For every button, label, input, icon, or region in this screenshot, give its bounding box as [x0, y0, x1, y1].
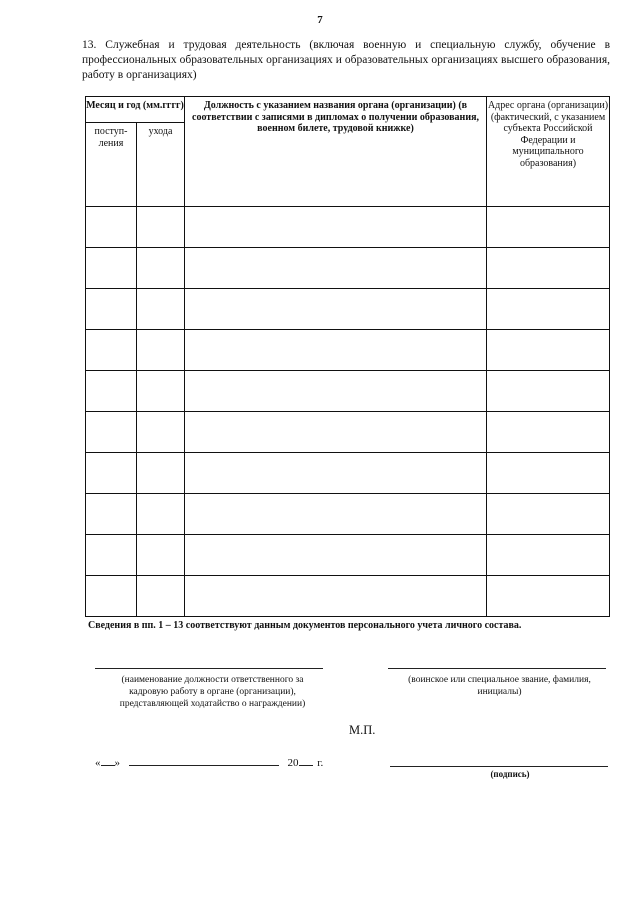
- table-row: [86, 535, 610, 576]
- exit-cell[interactable]: [137, 412, 185, 453]
- position-cell[interactable]: [185, 412, 487, 453]
- table-row: [86, 453, 610, 494]
- rank-signature-line: [388, 668, 606, 669]
- address-cell[interactable]: [487, 207, 610, 248]
- address-cell[interactable]: [487, 494, 610, 535]
- signature-caption: (подпись): [490, 769, 530, 779]
- position-cell[interactable]: [185, 371, 487, 412]
- exit-cell[interactable]: [137, 535, 185, 576]
- entry-cell[interactable]: [86, 453, 137, 494]
- entry-cell[interactable]: [86, 412, 137, 453]
- entry-cell[interactable]: [86, 289, 137, 330]
- signature-line: [390, 766, 608, 767]
- position-cell[interactable]: [185, 494, 487, 535]
- exit-cell[interactable]: [137, 371, 185, 412]
- exit-cell[interactable]: [137, 248, 185, 289]
- day-blank[interactable]: [101, 755, 115, 766]
- entry-cell[interactable]: [86, 371, 137, 412]
- table-row: [86, 330, 610, 371]
- column-header-position: Должность с указанием названия органа (организации) (в соответствии с записями в дипломах о получении образования, военном билете, трудовой книжке): [185, 97, 487, 207]
- date-close-quote: »: [114, 757, 120, 769]
- date-open-quote: «: [95, 757, 101, 769]
- rank-caption: (воинское или специальное звание, фамилия, инициалы): [408, 675, 591, 697]
- page-number: 7: [317, 14, 323, 26]
- entry-cell[interactable]: [86, 494, 137, 535]
- date-line: [95, 755, 323, 769]
- address-cell[interactable]: [487, 330, 610, 371]
- entry-cell[interactable]: [86, 207, 137, 248]
- work-history-table: [85, 96, 610, 617]
- year-prefix: 20: [287, 757, 299, 769]
- exit-cell[interactable]: [137, 207, 185, 248]
- table-row: [86, 494, 610, 535]
- column-header-month-year: Месяц и год (мм.гггг): [86, 97, 185, 123]
- month-blank[interactable]: [129, 755, 279, 766]
- exit-cell[interactable]: [137, 289, 185, 330]
- address-cell[interactable]: [487, 412, 610, 453]
- entry-cell[interactable]: [86, 576, 137, 617]
- column-header-entry: поступ-ления: [86, 123, 137, 207]
- address-cell[interactable]: [487, 248, 610, 289]
- exit-cell[interactable]: [137, 576, 185, 617]
- position-cell[interactable]: [185, 248, 487, 289]
- table-row: [86, 576, 610, 617]
- exit-cell[interactable]: [137, 330, 185, 371]
- column-header-exit: ухода: [137, 123, 185, 207]
- entry-cell[interactable]: [86, 330, 137, 371]
- section-heading: 13. Служебная и трудовая деятельность (включая военную и специальную службу, обучение в профессиональных образовательных организациях и образовательных организациях высшего образования, работу в организациях): [82, 39, 610, 81]
- address-cell[interactable]: [487, 289, 610, 330]
- position-cell[interactable]: [185, 330, 487, 371]
- address-cell[interactable]: [487, 535, 610, 576]
- position-signature-line: [95, 668, 323, 669]
- table-body: [86, 207, 610, 617]
- entry-cell[interactable]: [86, 535, 137, 576]
- year-blank[interactable]: [299, 755, 313, 766]
- address-cell[interactable]: [487, 576, 610, 617]
- stamp-mark: М.П.: [349, 723, 376, 737]
- exit-cell[interactable]: [137, 494, 185, 535]
- position-cell[interactable]: [185, 535, 487, 576]
- position-cell[interactable]: [185, 576, 487, 617]
- address-cell[interactable]: [487, 371, 610, 412]
- column-header-address: Адрес органа (организации) (фактический, с указанием субъекта Российской Федерации и муниципального образования): [487, 97, 610, 207]
- position-cell[interactable]: [185, 289, 487, 330]
- table-row: [86, 289, 610, 330]
- entry-cell[interactable]: [86, 248, 137, 289]
- table-row: [86, 371, 610, 412]
- table-row: [86, 207, 610, 248]
- position-cell[interactable]: [185, 453, 487, 494]
- position-cell[interactable]: [185, 207, 487, 248]
- table-row: [86, 248, 610, 289]
- exit-cell[interactable]: [137, 453, 185, 494]
- table-row: [86, 412, 610, 453]
- address-cell[interactable]: [487, 453, 610, 494]
- position-caption: (наименование должности ответственного за кадровую работу в органе (организации), представляющей ходатайство о награждении): [119, 675, 306, 709]
- year-suffix: г.: [317, 757, 324, 769]
- confirmation-note: Сведения в пп. 1 – 13 соответствуют данным документов персонального учета личного состава.: [88, 620, 522, 631]
